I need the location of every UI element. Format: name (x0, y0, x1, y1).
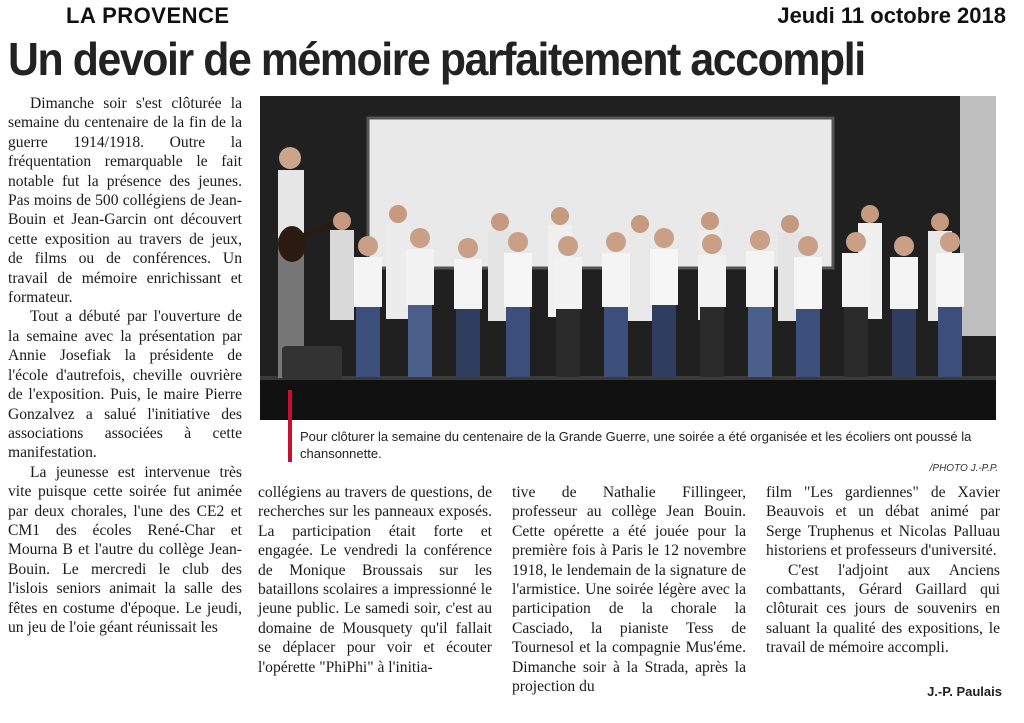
headline: Un devoir de mémoire parfaitement accompli (8, 33, 865, 85)
photo-caption: Pour clôturer la semaine du centenaire de la Grande Guerre, une soirée a été organisée et les écoliers ont poussé la chansonnette. (300, 429, 972, 461)
article-paragraph: La jeunesse est intervenue très vite puisque cette soirée fut animée par deux chorales, l'une des CE2 et CM1 des écoles René-Char et Mourna B et l'autre du collège Jean-Bouin. Le mercredi le club des l'islois seniors animait la salle des fêtes en costume d'époque. Le jeudi, un jeu de l'oie géant réunissait les (8, 463, 242, 636)
article-column-4 (766, 483, 1000, 658)
article-paragraph: C'est l'adjoint aux Anciens combattants, Gérard Gaillard qui clôturait ces jours de souvenirs en saluant la qualité des expositions, le travail de mémoire accompli. (766, 561, 1000, 657)
photo-credit: /PHOTO J.-P.P. (929, 463, 998, 474)
article-paragraph: tive de Nathalie Fillingeer, professeur au collège Jean Bouin. Cette opérette a été jouée pour la première fois à Paris le 12 novembre 1918, le lendemain de la signature de l'armistice. Une soirée légère avec la participation de la chorale la Casciado, la pianiste Tess de Tournesol et la compagnie Mus'éme. Dimanche soir à la Strada, après la projection du (512, 484, 746, 696)
article-paragraph: collégiens au travers de questions, de recherches sur les panneaux exposés. La participation était forte et engagée. Le vendredi la conférence de Monique Broussais sur les bataillons scolaires a impressionné le jeune public. Le samedi soir, c'est au domaine de Mousquety qu'il fallait se déplacer pour voir et écouter l'opérette "PhiPhi" à l'initia- (258, 484, 492, 676)
article-photo (260, 96, 996, 420)
article-column-1 (8, 94, 242, 637)
publication-name: LA PROVENCE (66, 3, 230, 28)
article-paragraph: Dimanche soir s'est clôturée la semaine du centenaire de la fin de la guerre 1914/1918. Outre la fréquentation remarquable le fait notable fut la présence des jeunes. Pas moins de 500 collégiens de Jean-Bouin et Jean-Garcin ont découvert cette exposition au travers de jeux, de films ou de conférences. Un travail de mémoire enrichissant et formateur. (8, 95, 242, 307)
author-signature: J.-P. Paulais (927, 684, 1002, 699)
article-column-3 (512, 483, 746, 696)
article-paragraph: film "Les gardiennes" de Xavier Beauvois et un débat animé par Serge Truphenus et Nicolas Palluau historiens et professeurs d'université. (766, 484, 1000, 560)
choir-on-stage-illustration (260, 96, 996, 420)
article-column-2 (258, 483, 492, 677)
article-paragraph: Tout a débuté par l'ouverture de la semaine avec la présentation par Annie Josefiak la présidente de l'école d'autrefois, cheville ouvrière de l'exposition. Puis, le maire Pierre Gonzalvez a salué l'initiative des associations associées à cette manifestation. (8, 308, 242, 462)
caption-accent-bar (288, 390, 292, 462)
publication-date: Jeudi 11 octobre 2018 (777, 3, 1006, 28)
